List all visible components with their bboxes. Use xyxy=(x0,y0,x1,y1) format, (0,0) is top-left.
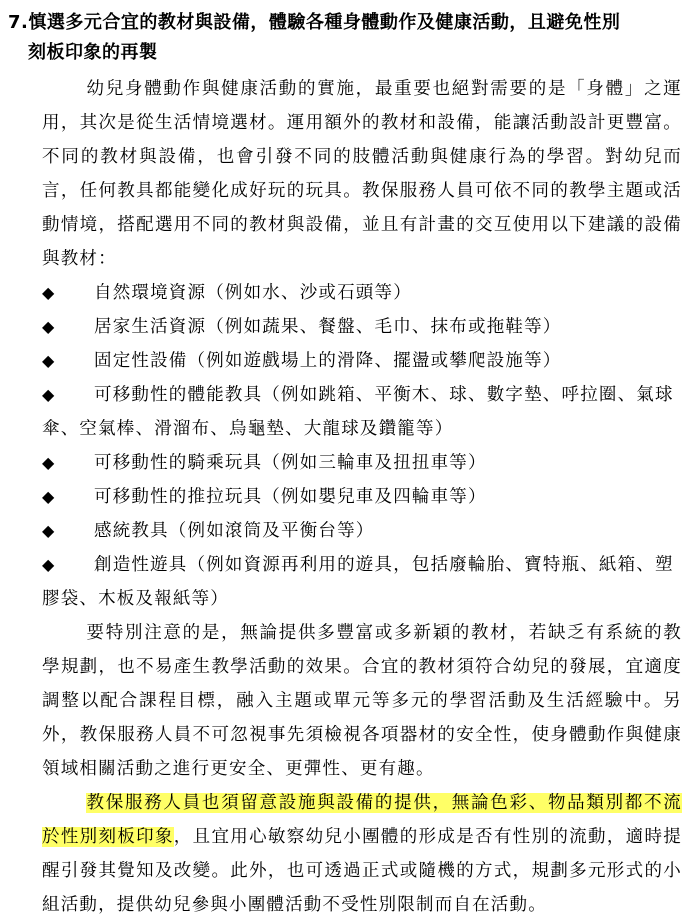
diamond-bullet-icon: ◆ xyxy=(42,487,56,506)
bullet-text: 感統教具（例如滾筒及平衡台等） xyxy=(94,521,375,541)
paragraph-intro xyxy=(42,72,682,276)
diamond-bullet-icon: ◆ xyxy=(42,521,56,540)
bullet-text: 可移動性的騎乘玩具（例如三輪車及扭扭車等） xyxy=(94,453,487,473)
bullet-item xyxy=(42,378,682,446)
bullet-text: 居家生活資源（例如蔬果、餐盤、毛巾、抹布或拖鞋等） xyxy=(94,317,562,337)
bullet-text: 自然環境資源（例如水、沙或石頭等） xyxy=(94,283,412,303)
bullet-text: 創造性遊具（例如資源再利用的遊具，包括廢輪胎、寶特瓶、紙箱、塑膠袋、木板及報紙等） xyxy=(42,555,674,609)
heading-line-1: 7.慎選多元合宜的教材與設備，體驗各種身體動作及健康活動，且避免性別 xyxy=(8,12,621,33)
paragraph-gender-text: ，且宜用心敏察幼兒小團體的形成是否有性別的流動，適時提醒引發其覺知及改變。此外，也可透過正式或隨機的方式，規劃多元形式的小組活動，提供幼兒參與小團體活動不受性別限制而自在活動。 xyxy=(42,827,682,915)
bullet-item xyxy=(42,310,682,344)
bullet-item xyxy=(42,446,682,480)
diamond-bullet-icon: ◆ xyxy=(42,351,56,370)
bullet-item xyxy=(42,276,682,310)
bullet-item xyxy=(42,548,682,616)
bullet-text: 可移動性的體能教具（例如跳箱、平衡木、球、數字墊、呼拉圈、氣球傘、空氣棒、滑溜布、烏龜墊、大龍球及鑽籠等） xyxy=(42,385,674,439)
section-heading xyxy=(8,8,688,68)
bullet-text: 固定性設備（例如遊戲場上的滑降、擺盪或攀爬設施等） xyxy=(94,351,562,371)
bullet-item xyxy=(42,514,682,548)
paragraph-caution-text: 要特別注意的是，無論提供多豐富或多新穎的教材，若缺乏有系統的教學規劃，也不易產生教學活動的效果。合宜的教材須符合幼兒的發展，宜適度調整以配合課程目標，融入主題或單元等多元的學習活動及生活經驗中。另外，教保服務人員不可忽視事先須檢視各項器材的安全性，使身體動作與健康領域相關活動之進行更安全、更彈性、更有趣。 xyxy=(42,623,682,779)
diamond-bullet-icon: ◆ xyxy=(42,385,56,404)
paragraph-gender xyxy=(42,786,682,922)
diamond-bullet-icon: ◆ xyxy=(42,317,56,336)
paragraph-caution xyxy=(42,616,682,786)
diamond-bullet-icon: ◆ xyxy=(42,283,56,302)
bullet-item xyxy=(42,480,682,514)
diamond-bullet-icon: ◆ xyxy=(42,555,56,574)
highlighted-text: 教保服務人員也須留意設施與設備的提供，無論色彩、物品類別都不流於性別刻板印象 xyxy=(42,793,682,847)
bullet-text: 可移動性的推拉玩具（例如嬰兒車及四輪車等） xyxy=(94,487,487,507)
bullet-item xyxy=(42,344,682,378)
heading-line-2: 刻板印象的再製 xyxy=(28,42,158,63)
diamond-bullet-icon: ◆ xyxy=(42,453,56,472)
paragraph-intro-text: 幼兒身體動作與健康活動的實施，最重要也絕對需要的是「身體」之運用，其次是從生活情境選材。運用額外的教材和設備，能讓活動設計更豐富。不同的教材與設備，也會引發不同的肢體活動與健康行為的學習。對幼兒而言，任何教具都能變化成好玩的玩具。教保服務人員可依不同的教學主題或活動情境，搭配選用不同的教材與設備，並且有計畫的交互使用以下建議的設備與教材： xyxy=(42,79,682,269)
